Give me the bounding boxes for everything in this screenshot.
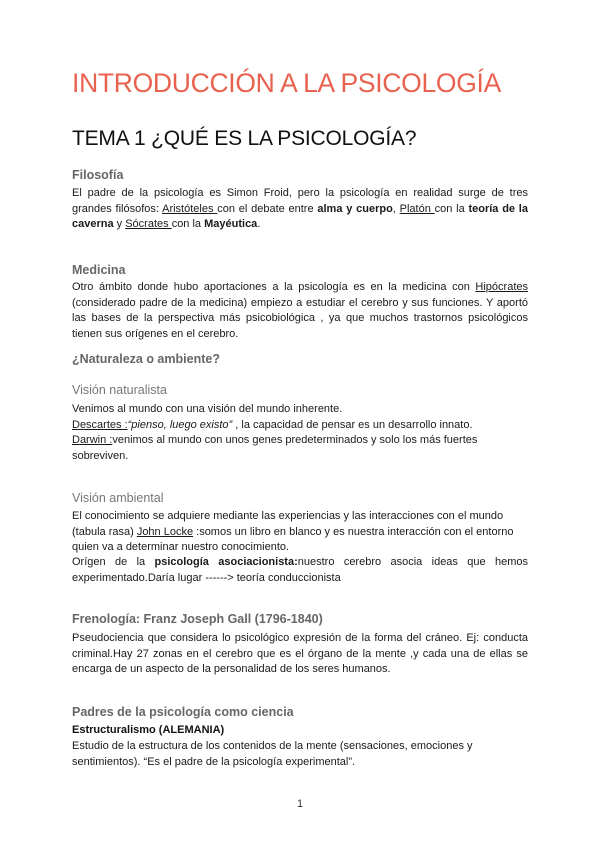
filosofia-paragraph: El padre de la psicología es Simon Froid, pero la psicología en realidad surge de tres grandes filósofos: Aristóteles con el debate entre alma y cuerpo, Platón con la teoría de la caverna y Sócrates con la Mayéutica. xyxy=(72,187,528,230)
subheading-vision-ambiental: Visión ambiental xyxy=(72,491,164,505)
section-heading-naturaleza: ¿Naturaleza o ambiente? xyxy=(72,352,220,366)
link-platon: Platón xyxy=(399,202,435,215)
tema-title: TEMA 1 ¿QUÉ ES LA PSICOLOGÍA? xyxy=(72,127,417,150)
subheading-vision-naturalista: Visión naturalista xyxy=(72,383,167,397)
section-heading-padres: Padres de la psicología como ciencia xyxy=(72,705,294,719)
naturalista-paragraph: Venimos al mundo con una visión del mundo inherente. Descartes :“pienso, luego existo” , la capacidad de pensar es un desarrollo innato. Darwin :venimos al mundo con unos genes predeterminados y solo los más fuertes sobreviven. xyxy=(72,403,478,462)
medicina-paragraph: Otro ámbito donde hubo aportaciones a la psicología es en la medicina con Hipócrates (considerado padre de la medicina) empiezo a estudiar el cerebro y sus funciones. Y aportó las bases de la perspectiva más psicobiológica , ya que muchos trastornos psicológicos tienen sus orígenes en el cerebro. xyxy=(72,281,528,340)
link-socrates: Sócrates xyxy=(125,218,172,230)
section-heading-filosofia: Filosofía xyxy=(72,168,124,182)
link-descartes: Descartes : xyxy=(72,418,128,431)
section-heading-frenologia: Frenología: Franz Joseph Gall (1796-1840) xyxy=(72,612,323,626)
estructuralismo-heading: Estructuralismo (ALEMANIA) xyxy=(72,724,225,736)
asociacionista-paragraph: Orígen de la psicología asociacionista:nuestro cerebro asocia ideas que hemos experimentado.Daría lugar ------> teoría conduccionista xyxy=(72,556,529,584)
link-hipocrates: Hipócrates xyxy=(475,281,528,293)
link-aristoteles: Aristóteles xyxy=(162,202,218,215)
link-darwin: Darwin : xyxy=(72,434,113,446)
document-title: INTRODUCCIÓN A LA PSICOLOGÍA xyxy=(72,68,501,98)
link-john-locke: John Locke xyxy=(136,525,194,538)
frenologia-paragraph: Pseudociencia que considera lo psicológico expresión de la forma del cráneo. Ej: conducta criminal.Hay 27 zonas en el cerebro que es el órgano de la mente ,y cada una de ellas se encarga de un aspecto de la personalidad de los seres humanos. xyxy=(72,632,528,675)
page-number: 1 xyxy=(296,798,304,810)
section-heading-medicina: Medicina xyxy=(72,263,126,277)
ambiental-paragraph: El conocimiento se adquiere mediante las experiencias y las interacciones con el mundo (tabula rasa) John Locke :somos un libro en blanco y es nuestra interacción con el entorno quien va a determinar nuestro conocimiento. xyxy=(72,510,514,553)
estructuralismo-paragraph: Estudio de la estructura de los contenidos de la mente (sensaciones, emociones y sentimientos). “Es el padre de la psicología experimental”. xyxy=(72,740,473,768)
